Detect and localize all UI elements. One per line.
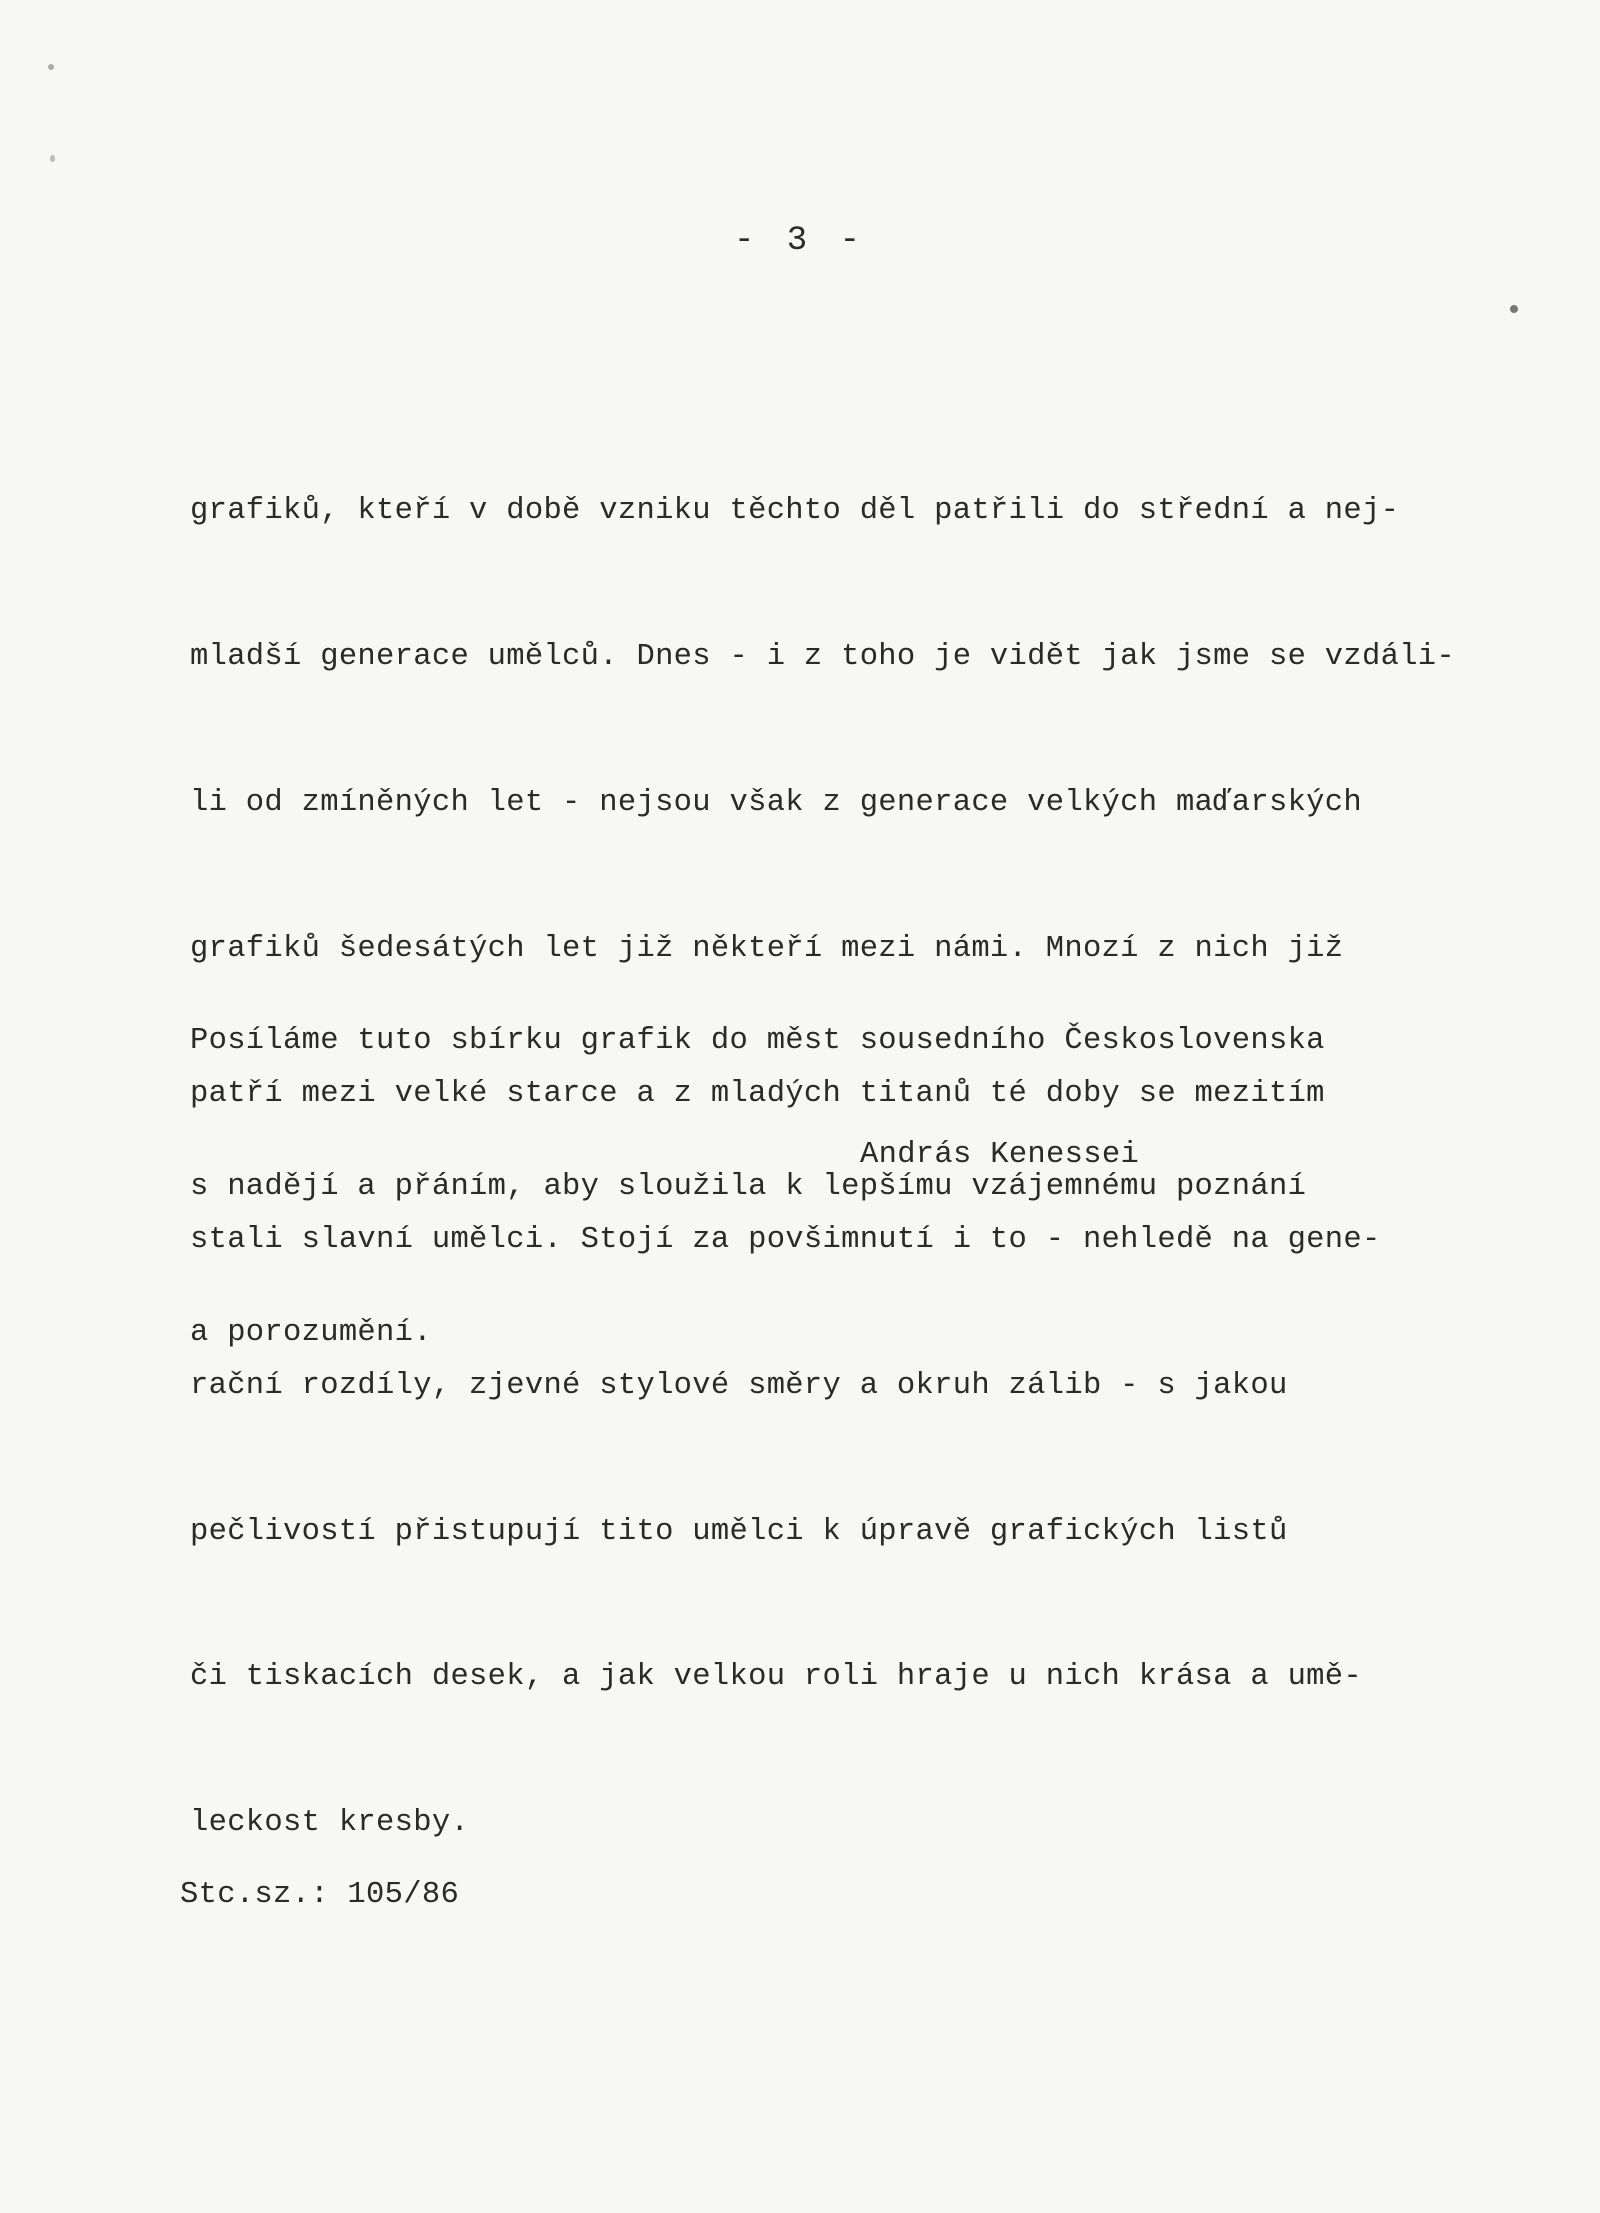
ink-speck (48, 64, 54, 70)
text-line: grafiků šedesátých let již někteří mezi námi. Mnozí z nich již (190, 931, 1344, 966)
ink-speck (1510, 305, 1518, 313)
reference-number: Stc.sz.: 105/86 (180, 1878, 460, 1912)
text-line: patří mezi velké starce a z mladých titanů té doby se mezitím (190, 1077, 1325, 1112)
text-line: li od zmíněných let - nejsou však z generace velkých maďarských (190, 785, 1362, 820)
page-number: - 3 - (733, 222, 867, 260)
text-line: rační rozdíly, zjevné stylové směry a okruh zálib - s jakou (190, 1368, 1288, 1403)
text-line: či tiskacích desek, a jak velkou roli hraje u nich krása a umě- (190, 1660, 1362, 1695)
text-line: leckost kresby. (190, 1806, 470, 1841)
text-line: stali slavní umělci. Stojí za povšimnutí i to - nehledě na gene- (190, 1223, 1381, 1258)
text-line: grafiků, kteří v době vzniku těchto děl patřili do střední a nej- (190, 494, 1400, 529)
text-line: pečlivostí přistupují tito umělci k úpravě grafických listů (190, 1514, 1288, 1549)
text-line: mladší generace umělců. Dnes - i z toho je vidět jak jsme se vzdáli- (190, 639, 1456, 674)
text-line: Posíláme tuto sbírku grafik do měst sousedního Československa (190, 1024, 1325, 1059)
text-line: a porozumění. (190, 1315, 432, 1350)
text-line: s nadějí a přáním, aby sloužila k lepšímu vzájemnému poznání (190, 1169, 1307, 1204)
paragraph-2 (190, 920, 1550, 1455)
ink-speck (50, 155, 55, 162)
signature-name: András Kenessei (860, 1138, 1140, 1172)
